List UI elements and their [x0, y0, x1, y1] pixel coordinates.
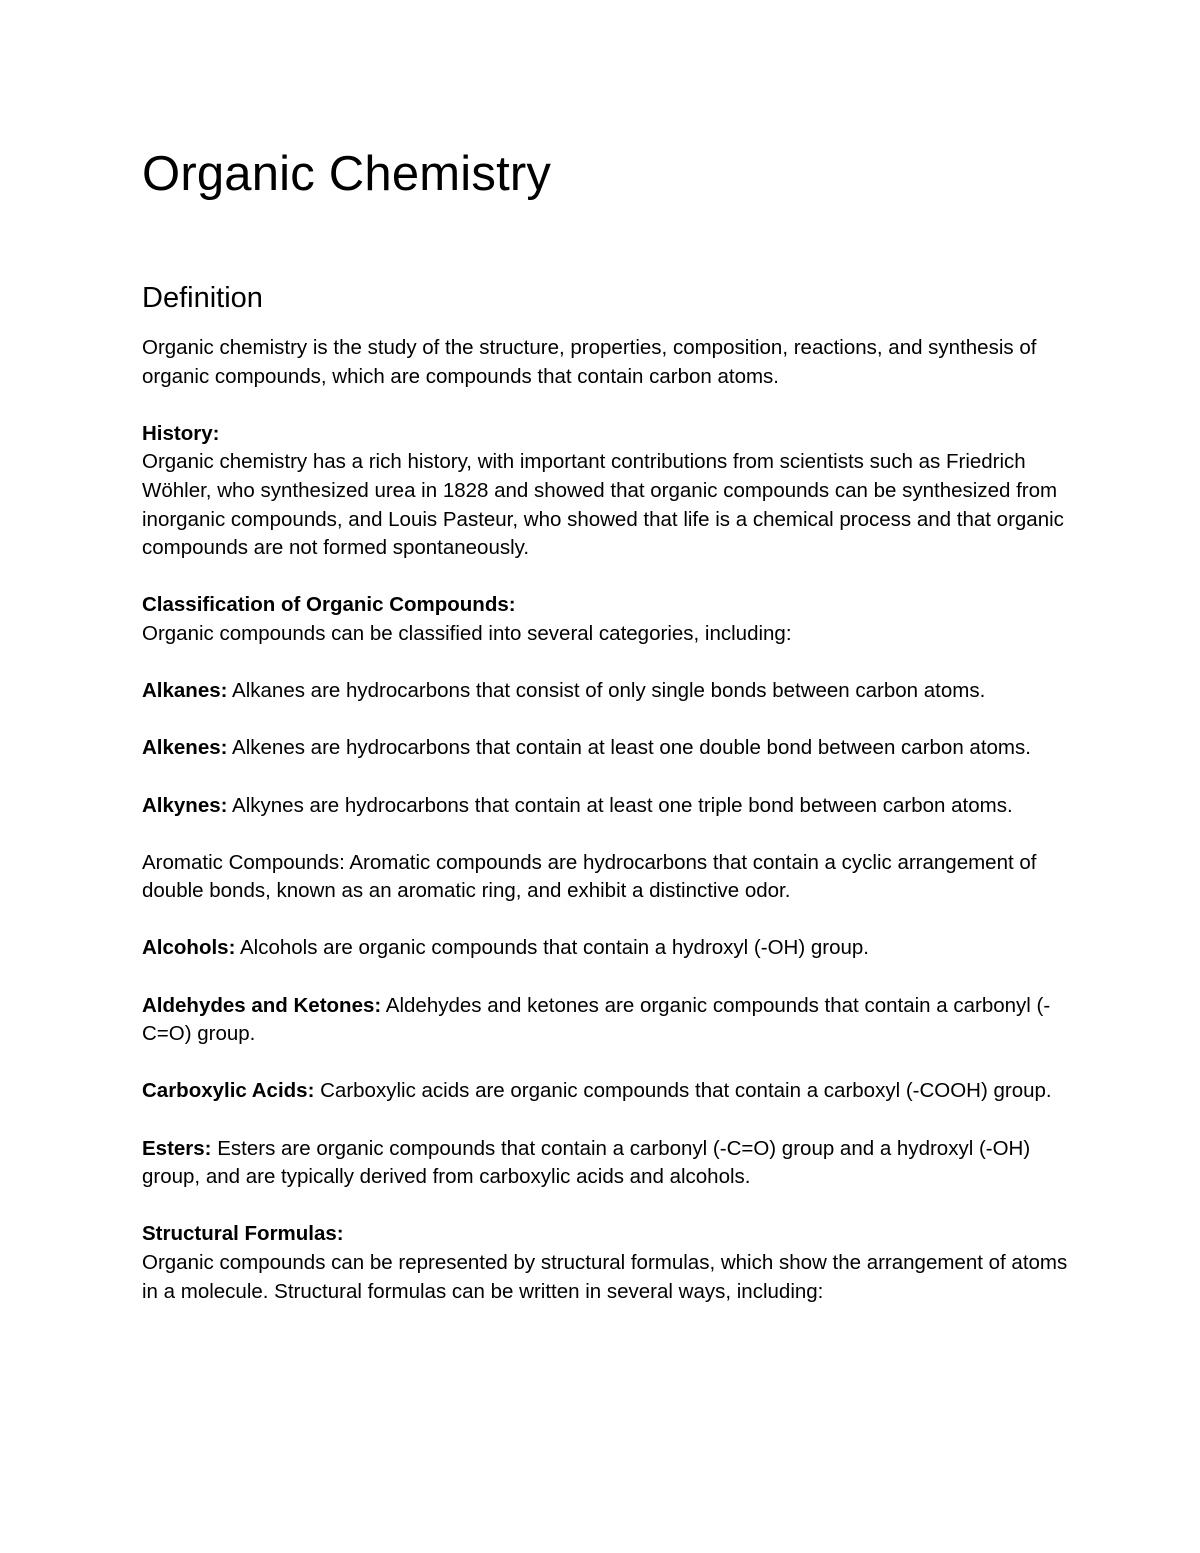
carboxylic-acids-text: Carboxylic acids are organic compounds that contain a carboxyl (-COOH) group. [320, 1079, 1052, 1103]
alkanes-item [142, 677, 1072, 706]
alkynes-label: Alkynes: [142, 793, 228, 817]
alkanes-text: Alkanes are hydrocarbons that consist of only single bonds between carbon atoms. [232, 679, 986, 703]
structural-formulas-label: Structural Formulas: [142, 1222, 344, 1246]
history-section [142, 420, 1072, 563]
classification-section [142, 591, 1072, 648]
alkenes-label: Alkenes: [142, 736, 228, 760]
aldehydes-ketones-text: Aldehydes and ketones are organic compounds that contain a carbonyl (-C=O) group. [142, 993, 1051, 1046]
history-text: Organic chemistry has a rich history, with important contributions from scientists such as Friedrich Wöhler, who synthesized urea in 1828 and showed that organic compounds can be synthesized from inorganic compounds, and Louis Pasteur, who showed that life is a chemical process and that organic compounds are not formed spontaneously. [142, 450, 1064, 560]
carboxylic-acids-item [142, 1077, 1072, 1106]
esters-item [142, 1135, 1072, 1192]
alkynes-item [142, 792, 1072, 821]
definition-text: Organic chemistry is the study of the structure, properties, composition, reactions, and synthesis of organic compounds, which are compounds that contain carbon atoms. [142, 336, 1037, 388]
document-body [142, 278, 1072, 1306]
alcohols-label: Alcohols: [142, 936, 236, 960]
esters-text: Esters are organic compounds that contain a carbonyl (-C=O) group and a hydroxyl (-OH) group, and are typically derived from carboxylic acids and alcohols. [142, 1136, 1031, 1189]
classification-label: Classification of Organic Compounds: [142, 593, 516, 617]
alkenes-text: Alkenes are hydrocarbons that contain at least one double bond between carbon atoms. [232, 736, 1031, 760]
esters-label: Esters: [142, 1136, 212, 1160]
definition-heading: Definition [142, 282, 263, 314]
structural-formulas-text: Organic compounds can be represented by structural formulas, which show the arrangement of atoms in a molecule. Structural formulas can be written in several ways, including: [142, 1251, 1068, 1303]
structural-formulas-section [142, 1220, 1072, 1306]
alkenes-item [142, 734, 1072, 763]
aldehydes-ketones-item [142, 992, 1072, 1049]
document-title: Organic Chemistry [142, 147, 552, 201]
aldehydes-ketones-label: Aldehydes and Ketones: [142, 993, 382, 1017]
classification-text: Organic compounds can be classified into several categories, including: [142, 621, 792, 645]
aromatic-item: Aromatic Compounds: Aromatic compounds are hydrocarbons that contain a cyclic arrangement of double bonds, known as an aromatic ring, and exhibit a distinctive odor. [142, 850, 1037, 903]
alcohols-text: Alcohols are organic compounds that contain a hydroxyl (-OH) group. [239, 936, 869, 960]
alcohols-item [142, 934, 1072, 963]
carboxylic-acids-label: Carboxylic Acids: [142, 1079, 315, 1103]
alkynes-text: Alkynes are hydrocarbons that contain at least one triple bond between carbon atoms. [232, 793, 1013, 817]
alkanes-label: Alkanes: [142, 679, 228, 703]
history-label: History: [142, 421, 220, 445]
